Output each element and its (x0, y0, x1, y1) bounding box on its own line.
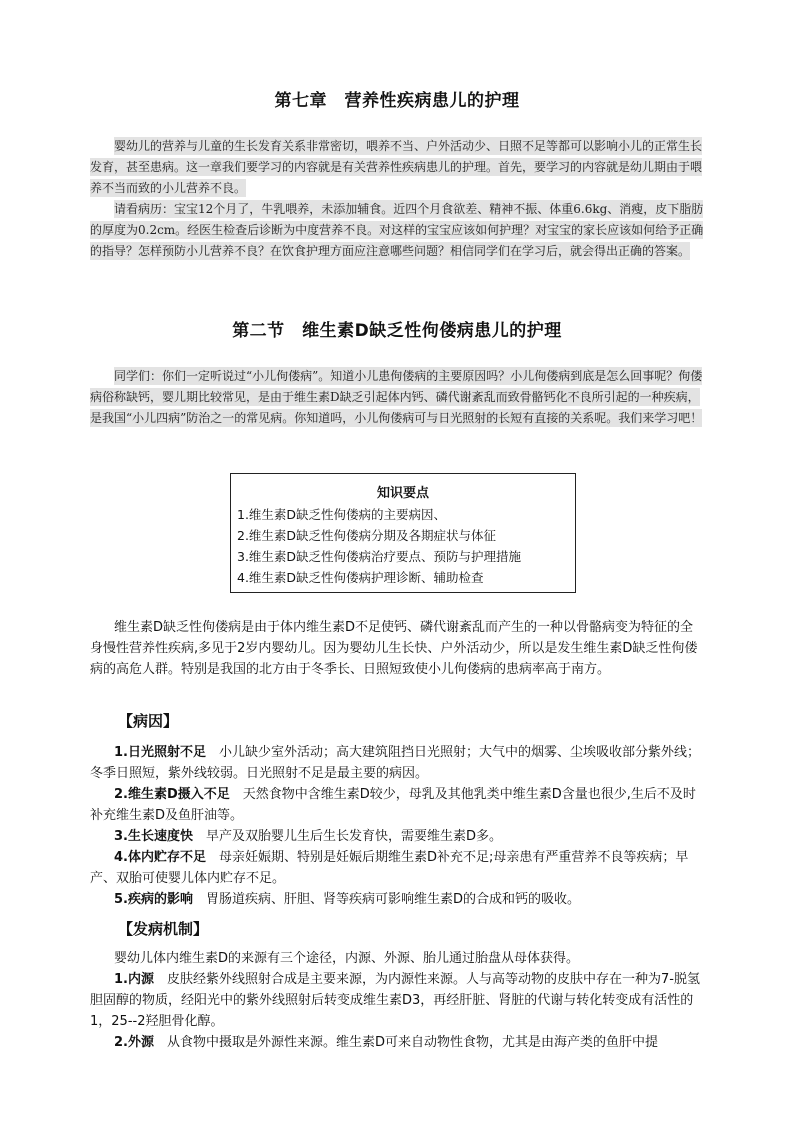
mechanism-heading: 【发病机制】 (118, 920, 209, 938)
knowledge-points-heading: 知识要点 (376, 486, 429, 501)
section-intro-text: 同学们：你们一定听说过“小儿佝偻病”。知道小儿患佝偻病的主要原因吗？小儿佝偻病到底是怎么回事呢？佝偻病俗称缺钙，婴儿期比较常见，是由于维生素D缺乏引起体内钙、磷代谢紊乱而致骨骼钙化不良所引起的一种疾病，是我国“小儿四病”防治之一的常见病。你知道吗，小儿佝偻病可与日光照射的长短有直接的关系呢。我们来学习吧！ (90, 369, 703, 425)
knowledge-point: 1.维生素D缺乏性佝偻病的主要病因、 (237, 507, 447, 522)
cause-heading: 【病因】 (118, 712, 179, 730)
section-title: 第二节 维生素D缺乏性佝偻病患儿的护理 (232, 321, 562, 341)
mechanism-section (90, 948, 704, 1053)
cause-item: 1.日光照射不足 小儿缺少室外活动；高大建筑阻挡日光照射；大气中的烟雾、尘埃吸收部分紫外线；冬季日照短，紫外线较弱。日光照射不足是最主要的病因。 (90, 745, 700, 781)
cause-item: 4.体内贮存不足 母亲妊娠期、特别是妊娠后期维生素D补充不足;母亲患有严重营养不良等疾病；早产、双胎可使婴儿体内贮存不足。 (90, 850, 689, 886)
section-intro (90, 366, 704, 429)
mechanism-item: 1.内源 皮肤经紫外线照射合成是主要来源，为内源性来源。人与高等动物的皮肤中存在一种为7-脱氢胆固醇的物质，经阳光中的紫外线照射后转变成维生素D3，再经肝脏、肾脏的代谢与转化转变成有活性的1，25--2羟胆骨化醇。 (90, 972, 700, 1029)
mechanism-item: 2.外源 从食物中摄取是外源性来源。维生素D可来自动物性食物，尤其是由海产类的鱼肝中提 (114, 1035, 658, 1050)
chapter-intro (90, 136, 704, 262)
knowledge-points-box (230, 473, 576, 593)
knowledge-point: 2.维生素D缺乏性佝偻病分期及各期症状与体征 (237, 528, 497, 543)
overview-paragraph (90, 617, 704, 680)
cause-item: 2.维生素D摄入不足 天然食物中含维生素D较少，母乳及其他乳类中维生素D含量也很少,生后不及时补充维生素D及鱼肝油等。 (90, 787, 696, 823)
cause-list (90, 742, 704, 910)
knowledge-points-list (231, 504, 575, 588)
chapter-title: 第七章 营养性疾病患儿的护理 (274, 91, 520, 111)
cause-item: 5.疾病的影响 胃肠道疾病、肝胆、肾等疾病可影响维生素D的合成和钙的吸收。 (114, 892, 580, 907)
intro-paragraph-1: 婴幼儿的营养与儿童的生长发育关系非常密切，喂养不当、户外活动少、日照不足等都可以影响小儿的正常生长发育，甚至患病。这一章我们要学习的内容就是有关营养性疾病患儿的护理。首先，要学习的内容就是幼儿期由于喂养不当而致的小儿营养不良。 (90, 139, 703, 195)
intro-paragraph-2: 请看病历：宝宝12个月了，牛乳喂养，未添加辅食。近四个月食欲差、精神不振、体重6.6kg、消瘦，皮下脂肪的厚度为0.2cm。经医生检查后诊断为中度营养不良。对这样的宝宝应该如何护理？对宝宝的家长应该如何给予正确的指导？怎样预防小儿营养不良？在饮食护理方面应注意哪些问题？相信同学们在学习后，就会得出正确的答案。 (90, 202, 704, 258)
knowledge-point: 4.维生素D缺乏性佝偻病护理诊断、辅助检查 (237, 570, 484, 585)
mechanism-intro: 婴幼儿体内维生素D的来源有三个途径，内源、外源、胎儿通过胎盘从母体获得。 (114, 951, 580, 966)
cause-item: 3.生长速度快 早产及双胎婴儿生后生长发育快，需要维生素D多。 (114, 829, 502, 844)
knowledge-point: 3.维生素D缺乏性佝偻病治疗要点、预防与护理措施 (237, 549, 522, 564)
overview-text: 维生素D缺乏性佝偻病是由于体内维生素D不足使钙、磷代谢紊乱而产生的一种以骨骼病变为特征的全身慢性营养性疾病,多见于2岁内婴幼儿。因为婴幼儿生长快、户外活动少，所以是发生维生素D缺乏性佝偻病的高危人群。特别是我国的北方由于冬季长、日照短致使小儿佝偻病的患病率高于南方。 (90, 620, 698, 677)
